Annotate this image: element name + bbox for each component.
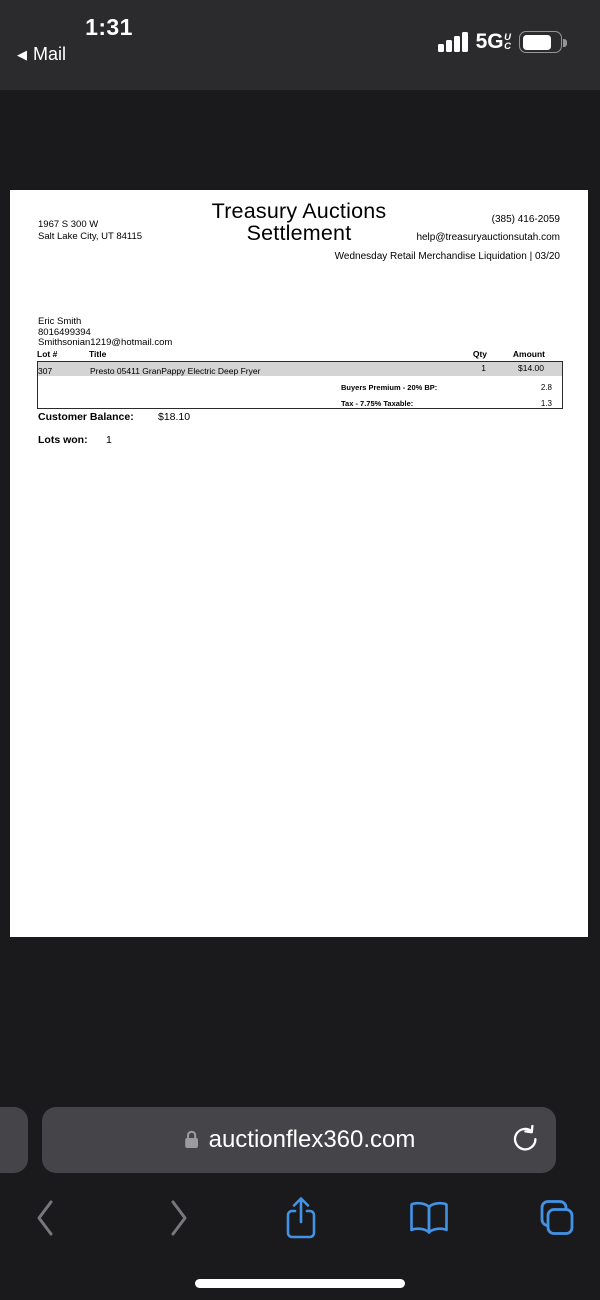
tabs-icon xyxy=(535,1197,577,1239)
share-button[interactable] xyxy=(277,1194,325,1242)
tax-value: 1.3 xyxy=(540,399,552,408)
row-item-title: Presto 05411 GranPappy Electric Deep Fryer xyxy=(90,365,261,376)
adjacent-tab-peek[interactable] xyxy=(0,1107,28,1173)
network-type-label: 5G xyxy=(475,30,504,53)
status-time: 1:31 xyxy=(85,14,133,40)
row-amount: $14.00 xyxy=(518,362,544,373)
document-title-line2: Settlement xyxy=(246,221,352,245)
buyers-premium-label: Buyers Premium - 20% BP: xyxy=(341,383,438,392)
customer-name: Eric Smith xyxy=(38,316,82,327)
lots-table xyxy=(37,349,563,409)
back-to-mail-button[interactable] xyxy=(17,44,66,65)
share-icon xyxy=(283,1195,319,1241)
network-uc-label: U C xyxy=(504,32,511,52)
browser-forward-button[interactable] xyxy=(155,1194,203,1242)
document-title-line1: Treasury Auctions xyxy=(211,199,387,223)
customer-balance-label: Customer Balance: xyxy=(38,411,134,423)
lots-table-header xyxy=(37,349,563,360)
lots-won-value: 1 xyxy=(106,434,112,446)
customer-phone: 8016499394 xyxy=(38,326,91,338)
lots-won-label: Lots won: xyxy=(38,434,88,446)
browser-back-button[interactable] xyxy=(21,1194,69,1242)
url-bar[interactable] xyxy=(42,1107,556,1173)
lots-table-body xyxy=(37,361,563,409)
customer-info xyxy=(38,317,172,349)
auction-event-name: Wednesday Retail Merchandise Liquidation | 03/20 xyxy=(334,251,560,262)
row-lot-number: 307 xyxy=(38,365,53,376)
home-indicator[interactable] xyxy=(195,1279,405,1288)
open-book-icon xyxy=(407,1199,451,1237)
seller-address-line2: Salt Lake City, UT 84115 xyxy=(38,231,143,242)
back-to-mail-label: Mail xyxy=(33,44,67,64)
status-bar xyxy=(0,0,600,90)
buyers-premium-value: 2.8 xyxy=(540,383,552,392)
header-amount: Amount xyxy=(512,349,545,359)
customer-balance-value: $18.10 xyxy=(158,411,191,423)
network-type-indicator xyxy=(476,31,511,53)
customer-email: Smithsonian1219@hotmail.com xyxy=(38,337,173,349)
tax-label: Tax - 7.75% Taxable: xyxy=(341,399,414,408)
cellular-signal-icon xyxy=(438,32,468,53)
status-icons xyxy=(438,31,562,53)
settlement-document xyxy=(10,190,588,937)
seller-address-line1: 1967 S 300 W xyxy=(38,219,99,230)
seller-email: help@treasuryauctionsutah.com xyxy=(416,232,560,243)
url-text: auctionflex360.com xyxy=(208,1126,416,1153)
bookmarks-button[interactable] xyxy=(405,1194,453,1242)
battery-nub xyxy=(563,39,567,47)
reload-button[interactable] xyxy=(508,1123,542,1157)
header-qty: Qty xyxy=(472,349,487,359)
seller-phone: (385) 416-2059 xyxy=(491,214,560,225)
chevron-right-icon xyxy=(168,1197,190,1239)
battery-fill xyxy=(523,35,551,50)
header-title: Title xyxy=(89,349,107,359)
chevron-left-icon xyxy=(34,1197,56,1239)
table-row xyxy=(38,362,562,376)
battery-icon xyxy=(519,31,562,53)
header-lot: Lot # xyxy=(37,349,58,359)
row-qty: 1 xyxy=(481,362,486,373)
back-triangle-icon: ◀ xyxy=(17,46,27,62)
lock-icon xyxy=(183,1129,200,1151)
tabs-button[interactable] xyxy=(532,1194,580,1242)
